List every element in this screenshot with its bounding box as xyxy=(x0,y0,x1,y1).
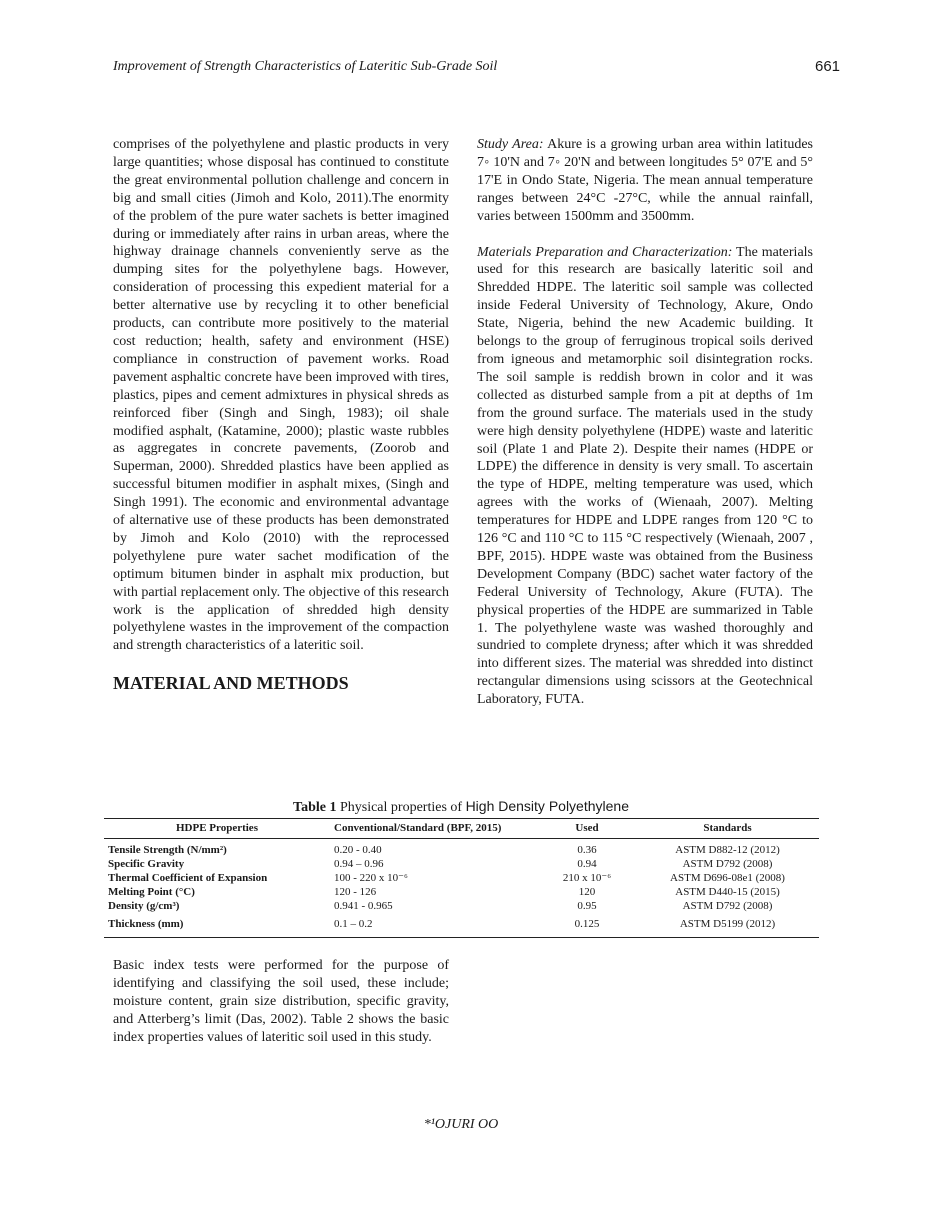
study-area-text: Akure is a growing urban area within latitudes 7◦ 10'N and 7◦ 20'N and between longitudes 5° 07'E and 5° 17'E in Ondo State, Nigeria. The mean annual temperature ranges between 24°C -27°C, while the annual rainfall, varies between 1500mm and 3500mm. xyxy=(477,137,813,224)
left-column xyxy=(113,136,449,693)
intro-paragraph: comprises of the polyethylene and plastic products in very large quantities; whose disposal has continued to constitute the great environmental pollution challenge and concern in big and small cities (Jimoh and Kolo, 2011).The enormity of the problem of the pure water sachets is better imagined during or immediately after rains in urban areas, where the highway drainage channels conveniently serve as the dumping sites for the polyethylene bags. However, consideration of processing this expedient material for a better alternative use by recycling it to other beneficial products, can contribute more positively to the material cost reduction; health, safety and environment (HSE) compliance in construction of pavement works. Road pavement asphaltic concrete have been improved with tires, plastics, pipes and cement admixtures in physical shreds as reinforced fiber (Singh and Singh, 1983); oil shale modified asphalt, (Katamine, 2000); plastic waste rubbles as aggregates in concrete pavements, (Zoorob and Superman, 2000). Shredded plastics have been applied as successful bitumen modifier in asphalt mixes, (Singh and Singh 1991). The economic and environmental advantage of alternative use of these products has been demonstrated by Jimoh and Kolo (2010) with the reprocessed polyethylene pure water sachet modification of the optimum bitumen binder in asphalt mix production, but with partial replacement only. The objective of this research work is the application of shredded high density polyethylene wastes in the improvement of the compaction and strength characteristics of a lateritic soil. xyxy=(113,137,449,654)
cell-used: 120 xyxy=(578,886,596,898)
materials-paragraph xyxy=(477,244,813,710)
table-row xyxy=(104,857,819,871)
table-row xyxy=(104,913,819,938)
table-row xyxy=(104,899,819,913)
header-property: HDPE Properties xyxy=(104,819,330,839)
study-area-paragraph xyxy=(477,136,813,226)
table-caption-text: Physical properties of xyxy=(336,800,466,815)
footer-author: *¹OJURI OO xyxy=(423,1117,499,1132)
bottom-column xyxy=(113,957,449,1047)
cell-standard: ASTM D440-15 (2015) xyxy=(675,886,780,898)
cell-used: 0.36 xyxy=(577,844,597,856)
hdpe-properties-table xyxy=(104,818,819,938)
table-row xyxy=(104,839,819,858)
cell-used: 0.95 xyxy=(577,900,597,912)
table-caption xyxy=(0,798,922,816)
materials-text: The materials used for this research are basically lateritic soil and Shredded HDPE. The lateritic soil sample was collected inside Federal University of Technology, Akure, Ondo State, Nigeria, behind the new Academic building. It belongs to the group of ferruginous tropical soils derived from igneous and metamorphic soil disintegration rocks. The soil sample is reddish brown in color and it was collected as disturbed sample from a pit at depths of 1m from the ground surface. The materials used in the study were high density polyethylene (HDPE) waste and lateritic soil (Plate 1 and Plate 2). Despite their names (HDPE or LDPE) the difference in density is very small. To ascertain the type of HDPE, melting temperature was used, which agrees with the works of (Wienaah, 2007). Melting temperatures for HDPE and LDPE ranges from 120 °C to 126 °C and 110 °C to 115 °C respectively (Wienaah, 2007 , BPF, 2015). HDPE waste was obtained from the Business Development Company (BDC) sachet water factory of the Federal University of Technology, Akure (FUTA). The physical properties of the HDPE are summarized in Table 1. The polyethylene waste was washed thoroughly and sundried to complete dryness; after which it was shredded into different sizes. The material was shredded into distinct rectangular dimensions using scissors at the Geotechnical Laboratory, FUTA. xyxy=(477,244,814,708)
study-area-lead: Study Area: xyxy=(477,137,544,152)
cell-conventional: 120 - 126 xyxy=(334,886,377,898)
table-header-row xyxy=(104,819,819,839)
table-caption-sans: High Density Polyethylene xyxy=(465,798,629,814)
section-heading: MATERIAL AND METHODS xyxy=(113,673,349,694)
cell-standard: ASTM D792 (2008) xyxy=(682,858,773,870)
cell-standard: ASTM D696-08e1 (2008) xyxy=(670,872,785,884)
cell-conventional: 0.941 - 0.965 xyxy=(334,900,393,912)
cell-used: 210 x 10⁻⁶ xyxy=(562,872,612,884)
cell-property: Melting Point (°C) xyxy=(108,886,195,898)
cell-standard: ASTM D792 (2008) xyxy=(682,900,773,912)
table-label: Table 1 xyxy=(293,800,337,815)
cell-used: 0.94 xyxy=(577,858,597,870)
cell-conventional: 0.1 – 0.2 xyxy=(330,913,538,938)
cell-conventional: 100 - 220 x 10⁻⁶ xyxy=(334,872,408,884)
cell-property: Thickness (mm) xyxy=(104,913,330,938)
cell-conventional: 0.94 – 0.96 xyxy=(334,858,384,870)
right-column xyxy=(477,136,813,709)
page-number: 661 xyxy=(815,58,841,75)
table-row xyxy=(104,885,819,899)
header-standards: Standards xyxy=(636,819,819,839)
cell-standard: ASTM D882-12 (2012) xyxy=(675,844,780,856)
materials-lead: Materials Preparation and Characterization: xyxy=(477,244,733,260)
cell-property: Density (g/cm³) xyxy=(108,900,180,912)
cell-property: Tensile Strength (N/mm²) xyxy=(108,844,227,856)
table-row xyxy=(104,871,819,885)
running-title: Improvement of Strength Characteristics of Lateritic Sub-Grade Soil xyxy=(113,59,498,74)
cell-standard: ASTM D5199 (2012) xyxy=(636,913,819,938)
cell-conventional: 0.20 - 0.40 xyxy=(334,844,382,856)
header-used: Used xyxy=(538,819,636,839)
cell-property: Specific Gravity xyxy=(108,858,185,870)
index-tests-paragraph: Basic index tests were performed for the purpose of identifying and classifying the soil used, these include; moisture content, grain size distribution, specific gravity, and Atterberg’s limit (Das, 2002). Table 2 shows the basic index properties values of lateritic soil used in this study. xyxy=(113,958,449,1045)
cell-property: Thermal Coefficient of Expansion xyxy=(108,872,268,884)
cell-used: 0.125 xyxy=(538,913,636,938)
header-conventional: Conventional/Standard (BPF, 2015) xyxy=(330,819,538,839)
